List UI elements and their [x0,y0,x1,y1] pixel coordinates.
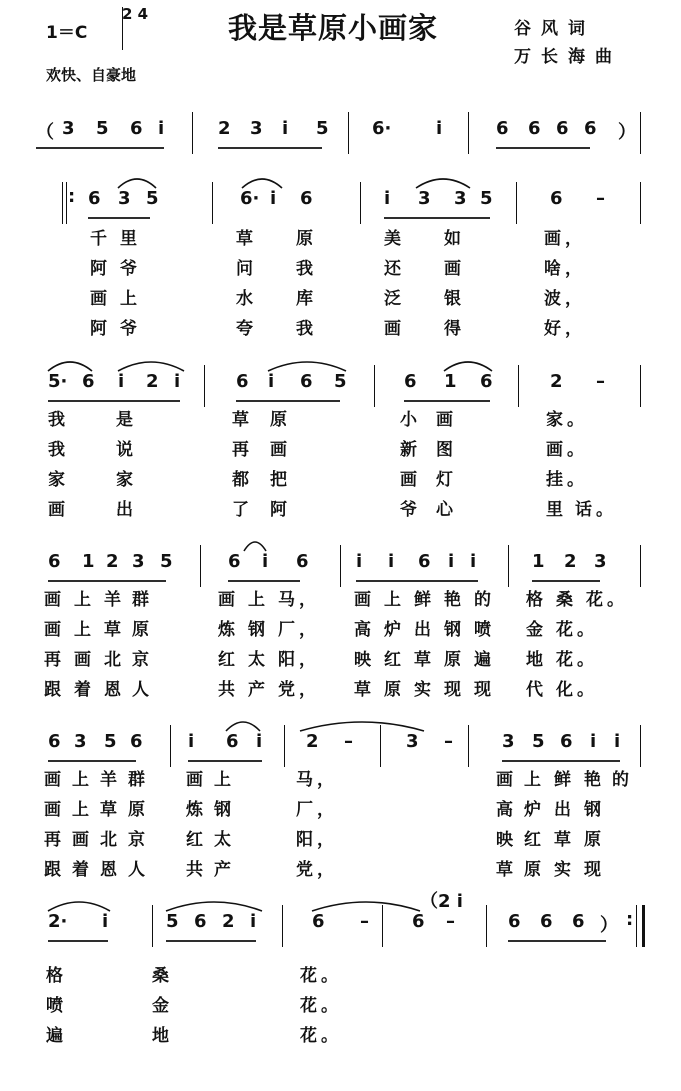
lyric-syllable: 羊 [100,770,121,790]
lyric-syllable: 恩 [104,680,125,700]
note: 6 [412,911,425,932]
repeat-end-dots: : [626,909,634,930]
note: i [470,551,477,572]
lyric-syllable: 上 [72,770,93,790]
lyric-syllable: 金 [526,620,547,640]
lyric-syllable: 映 [354,650,375,670]
lyric-syllable: 草 [236,229,257,249]
lyric-syllable: 实 [414,680,435,700]
lyric-syllable: 马， [278,590,320,610]
note: 5 [104,731,117,752]
note: 6 [508,911,521,932]
lyric-syllable: 地 [152,1026,173,1046]
note: 6 [194,911,207,932]
note: 3 [62,118,75,139]
note: – [344,731,353,752]
lyric-syllable: 化。 [556,680,598,700]
lyric-syllable: 上 [248,590,269,610]
lyric-syllable: 上 [74,620,95,640]
lyric-syllable: 跟 [44,680,65,700]
note: 5 [532,731,545,752]
note: 6 [226,731,239,752]
lyric-syllable: 画 [48,500,69,520]
lyric-syllable: 桑 [152,966,173,986]
lyric-syllable: 原 [296,229,317,249]
lyric-syllable: 画 [384,319,405,339]
lyric-syllable: 草 [354,680,375,700]
lyric-syllable: 再 [44,830,65,850]
lyric-syllable: 马， [296,770,338,790]
lyric-syllable: 新 [400,440,421,460]
note: 2 [550,371,563,392]
lyric-syllable: 阳， [296,830,338,850]
lyricist-credit: 谷风词 [514,19,595,39]
note: 6· [240,188,260,209]
lyric-syllable: 北 [104,650,125,670]
lyric-syllable: 家。 [546,410,588,430]
lyric-syllable: 草 [496,860,517,880]
note: 5 [96,118,109,139]
lyric-syllable: 钢 [444,620,465,640]
lyric-syllable: 泛 [384,289,405,309]
lyric-syllable: 高 [496,800,517,820]
note: i [268,371,275,392]
lyric-syllable: 格 [46,966,67,986]
note: 6 [312,911,325,932]
lyric-syllable: 的 [474,590,495,610]
lyric-syllable: 金 [152,996,173,1016]
lyric-syllable: 画 [186,770,207,790]
note: 6 [480,371,493,392]
lyric-syllable: 家 [48,470,69,490]
lyric-syllable: 上 [72,800,93,820]
note: 2 [106,551,119,572]
lyric-syllable: 小 [400,410,421,430]
note: 6 [528,118,541,139]
slur [48,362,92,371]
lyric-syllable: 党， [278,680,320,700]
note: 6 [418,551,431,572]
note: 3 [406,731,419,752]
lyric-syllable: 上 [214,770,235,790]
lyric-syllable: 灯 [436,470,457,490]
lyric-syllable: 太 [214,830,235,850]
note: 6 [300,188,313,209]
lyric-syllable: 画 [354,590,375,610]
composer-credit: 万长海曲 [514,47,622,67]
lyric-syllable: 画 [496,770,517,790]
lyric-syllable: 话。 [575,500,617,520]
lyric-syllable: 红 [524,830,545,850]
note: 5 [160,551,173,572]
lyric-syllable: 画 [436,410,457,430]
slur [268,362,346,371]
lyric-syllable: 上 [524,770,545,790]
note: i [356,551,363,572]
lyric-syllable: 现 [474,680,495,700]
note: 2 [218,118,231,139]
lyric-syllable: 如 [444,229,465,249]
note: 2· [48,911,68,932]
note: 3 [502,731,515,752]
note: 6 [584,118,597,139]
lyric-syllable: 原 [524,860,545,880]
lyric-syllable: 花。 [586,590,628,610]
lyric-syllable: 波， [544,289,586,309]
lyric-syllable: 我 [48,440,69,460]
lyric-syllable: 花。 [300,996,342,1016]
lyric-syllable: 画 [270,440,291,460]
lyric-syllable: 出 [116,500,137,520]
lyric-syllable: 产 [248,680,269,700]
lyric-syllable: 了 [232,500,253,520]
slur-marks [0,905,681,965]
note: 6 [560,731,573,752]
note: i [436,118,443,139]
note: 6 [300,371,313,392]
note: – [446,911,455,932]
note: 1 [444,371,457,392]
meter-bottom: 4 [137,5,149,23]
lyric-syllable: 把 [270,470,291,490]
lyric-syllable: 是 [116,410,137,430]
lyric-syllable: 跟 [44,860,65,880]
note: 6 [48,551,61,572]
song-title: 我是草原小画家 [228,11,439,45]
note: 3 [132,551,145,572]
lyric-syllable: 画 [44,590,65,610]
note: 6 [550,188,563,209]
lyric-syllable: 红 [384,650,405,670]
lyric-syllable: 北 [100,830,121,850]
lyric-syllable: 爷 [400,500,421,520]
note: i [282,118,289,139]
lyric-syllable: 草 [232,410,253,430]
note: i [270,188,277,209]
note: 1 [532,551,545,572]
lyric-syllable: 钢 [214,800,235,820]
note: 6 [404,371,417,392]
lyric-syllable: 现 [444,680,465,700]
slur [48,902,110,911]
slur [312,902,420,911]
lyric-syllable: 群 [128,770,149,790]
lyric-syllable: 的 [612,770,633,790]
note: i [448,551,455,572]
lyric-syllable: 花。 [556,620,598,640]
lyric-syllable: 原 [384,680,405,700]
lyric-syllable: 库 [296,289,317,309]
staff-system [0,182,681,339]
lyric-syllable: 千 [90,229,111,249]
time-signature [122,5,149,23]
lyric-syllable: 画， [544,229,586,249]
slur [244,542,266,551]
note: 6 [130,731,143,752]
meter-divider [122,7,123,50]
lyric-syllable: 共 [186,860,207,880]
lyric-syllable: 图 [436,440,457,460]
note: – [596,371,605,392]
lyric-syllable: 原 [584,830,605,850]
lyric-syllable: 原 [128,800,149,820]
slur [226,722,260,731]
note: 2 [222,911,235,932]
note: 6 [236,371,249,392]
note: 3 [250,118,263,139]
lyric-syllable: 我 [296,319,317,339]
note: 5· [48,371,68,392]
note: 1 [82,551,95,572]
note: 6 [88,188,101,209]
lyric-syllable: 人 [128,860,149,880]
note: i [250,911,257,932]
note: – [596,188,605,209]
lyric-syllable: 好， [544,319,586,339]
lyric-syllable: 产 [214,860,235,880]
note: i [590,731,597,752]
note: 5 [480,188,493,209]
note: 6 [296,551,309,572]
key-signature: 1＝C [46,23,88,43]
lyric-syllable: 画 [400,470,421,490]
lyric-syllable: 我 [296,259,317,279]
lyric-syllable: 爷 [120,259,141,279]
note: i [188,731,195,752]
lyric-syllable: 桑 [556,590,577,610]
note: i [118,371,125,392]
lyric-syllable: 着 [74,680,95,700]
note: （ [36,122,54,143]
lyric-syllable: 炉 [524,800,545,820]
note: 5 [146,188,159,209]
lyric-syllable: 厂， [296,800,338,820]
staff-system [0,112,681,172]
lyric-syllable: 草 [414,650,435,670]
lyric-syllable: 再 [44,650,65,670]
note: i [158,118,165,139]
lyric-syllable: 画。 [546,440,588,460]
note: i [388,551,395,572]
lyric-syllable: 红 [218,650,239,670]
lyric-syllable: 恩 [100,860,121,880]
lyric-syllable: 美 [384,229,405,249]
lyric-syllable: 里 [120,229,141,249]
tempo-marking: 欢快、自豪地 [46,66,137,84]
lyric-syllable: 炼 [218,620,239,640]
lyric-syllable: 花。 [300,1026,342,1046]
lyric-syllable: 再 [232,440,253,460]
lyric-syllable: 阿 [90,319,111,339]
note: 5 [316,118,329,139]
note: i [174,371,181,392]
slur [444,362,492,371]
lyric-syllable: 还 [384,259,405,279]
note: i [614,731,621,752]
lyric-syllable: 原 [444,650,465,670]
slur-marks [0,112,681,172]
staff-system [0,725,681,880]
lyric-syllable: 映 [496,830,517,850]
lyric-syllable: 群 [132,590,153,610]
lyric-syllable: 银 [444,289,465,309]
lyric-syllable: 啥， [544,259,586,279]
note: 6 [540,911,553,932]
lyric-syllable: 羊 [104,590,125,610]
optional-notes: （2 i [420,891,463,912]
lyric-syllable: 鲜 [554,770,575,790]
note: 3 [118,188,131,209]
lyric-syllable: 画 [44,620,65,640]
lyric-syllable: 出 [554,800,575,820]
lyric-syllable: 上 [74,590,95,610]
lyric-syllable: 阿 [270,500,291,520]
lyric-syllable: 喷 [474,620,495,640]
lyric-syllable: 艳 [444,590,465,610]
lyric-syllable: 厂， [278,620,320,640]
lyric-syllable: 画 [74,650,95,670]
lyric-syllable: 喷 [46,996,67,1016]
note: 5 [166,911,179,932]
note: 2 [306,731,319,752]
lyric-syllable: 上 [384,590,405,610]
lyric-syllable: 草 [554,830,575,850]
note: – [360,911,369,932]
lyric-syllable: 原 [270,410,291,430]
lyric-syllable: 得 [444,319,465,339]
lyric-syllable: 党， [296,860,338,880]
lyric-syllable: 遍 [474,650,495,670]
lyric-syllable: 阳， [278,650,320,670]
lyric-syllable: 艳 [584,770,605,790]
lyric-syllable: 草 [100,800,121,820]
lyric-syllable: 红 [186,830,207,850]
lyric-syllable: 画 [44,800,65,820]
note: – [444,731,453,752]
lyric-syllable: 问 [236,259,257,279]
lyric-syllable: 花。 [300,966,342,986]
note: 6 [130,118,143,139]
lyric-syllable: 出 [414,620,435,640]
lyric-syllable: 共 [218,680,239,700]
lyric-syllable: 里 [546,500,567,520]
lyric-syllable: 家 [116,470,137,490]
note: 2 [146,371,159,392]
lyric-syllable: 炼 [186,800,207,820]
slur [166,902,262,911]
note: i [102,911,109,932]
slur [300,722,424,731]
note: 2 [564,551,577,572]
note: 3 [454,188,467,209]
lyric-syllable: 上 [120,289,141,309]
note: ） [618,122,636,143]
note: 6 [82,371,95,392]
lyric-syllable: 遍 [46,1026,67,1046]
note: 3 [594,551,607,572]
lyric-syllable: 京 [128,830,149,850]
lyric-syllable: 画 [44,770,65,790]
note: ） [600,915,618,936]
note: 6 [496,118,509,139]
lyric-syllable: 鲜 [414,590,435,610]
lyric-syllable: 人 [132,680,153,700]
note: 3 [74,731,87,752]
lyric-syllable: 画 [90,289,111,309]
note: 6 [556,118,569,139]
lyric-syllable: 原 [132,620,153,640]
lyric-syllable: 钢 [584,800,605,820]
lyric-syllable: 画 [444,259,465,279]
staff-system [0,365,681,520]
lyric-syllable: 草 [104,620,125,640]
slur [416,179,470,188]
note: 6 [572,911,585,932]
lyric-syllable: 代 [526,680,547,700]
lyric-syllable: 太 [248,650,269,670]
lyric-syllable: 炉 [384,620,405,640]
slur [118,179,156,188]
lyric-syllable: 实 [554,860,575,880]
lyric-syllable: 阿 [90,259,111,279]
note: 5 [334,371,347,392]
note: 3 [418,188,431,209]
note: 6 [228,551,241,572]
lyric-syllable: 挂。 [546,470,588,490]
lyric-syllable: 说 [116,440,137,460]
lyric-syllable: 都 [232,470,253,490]
lyric-syllable: 钢 [248,620,269,640]
note: 6· [372,118,392,139]
note: i [262,551,269,572]
lyric-syllable: 心 [436,500,457,520]
lyric-syllable: 夸 [236,319,257,339]
lyric-syllable: 地 [526,650,547,670]
meter-top: 2 [122,5,133,23]
note: 6 [48,731,61,752]
slur [118,362,184,371]
note: i [384,188,391,209]
lyric-syllable: 着 [72,860,93,880]
staff-system [0,891,681,1046]
staff-system [0,545,681,700]
slur-marks [0,545,681,605]
lyric-syllable: 现 [584,860,605,880]
repeat-dots: : [68,186,76,207]
lyric-syllable: 我 [48,410,69,430]
lyric-syllable: 高 [354,620,375,640]
lyric-syllable: 水 [236,289,257,309]
lyric-syllable: 画 [218,590,239,610]
lyric-syllable: 花。 [556,650,598,670]
lyric-syllable: 爷 [120,319,141,339]
slur [242,179,282,188]
note: i [256,731,263,752]
lyric-syllable: 画 [72,830,93,850]
lyric-syllable: 格 [526,590,547,610]
lyric-syllable: 京 [132,650,153,670]
